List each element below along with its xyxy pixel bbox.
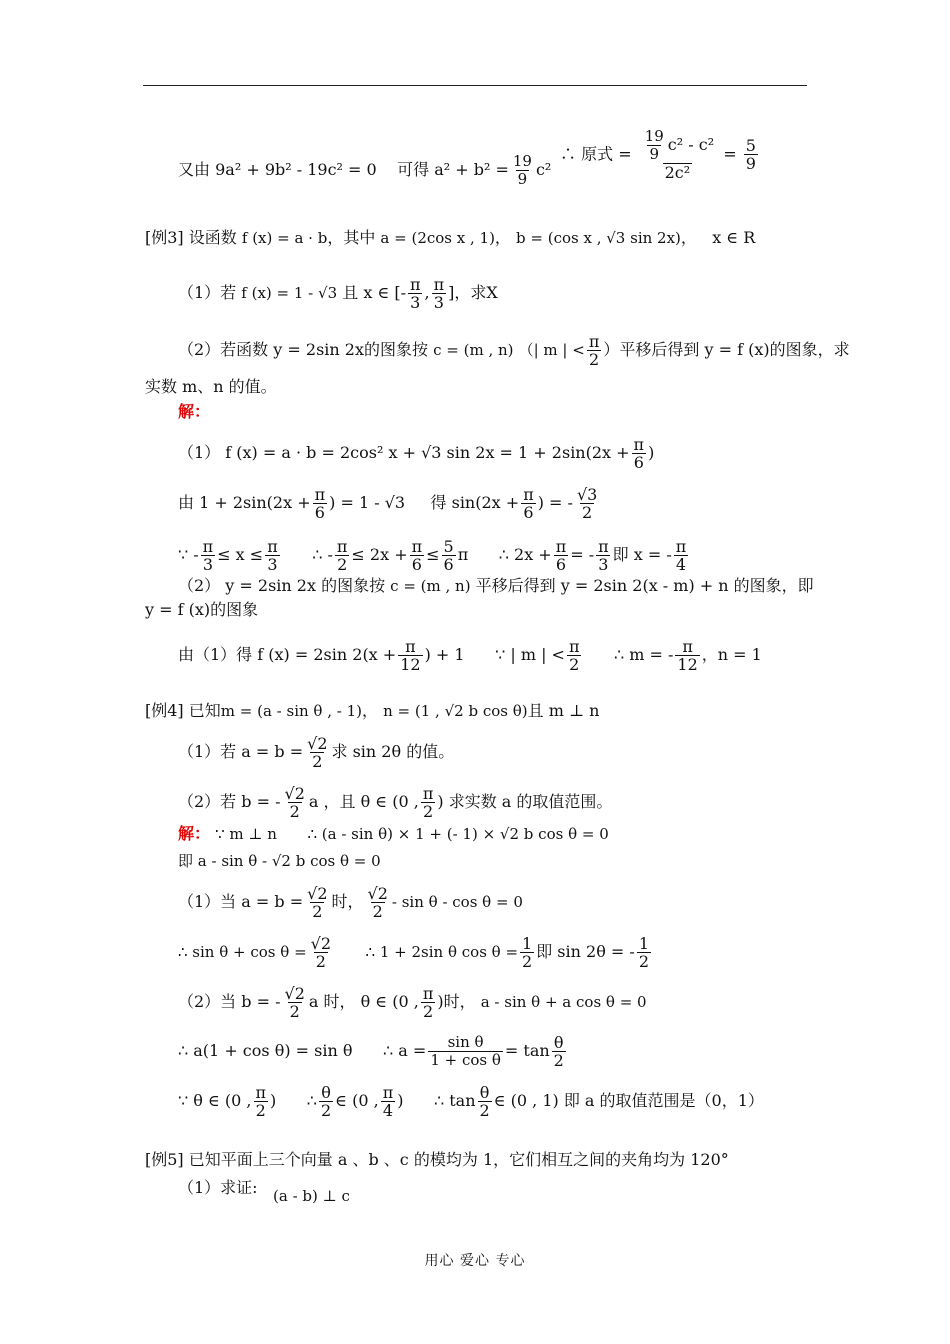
- example-tag: [例3]: [145, 228, 184, 247]
- example-3-q2-cont: 实数 m、n 的值。: [145, 377, 277, 396]
- text: 可得: [397, 160, 430, 179]
- fraction: $\frac{√3}{2}$: [576, 485, 598, 522]
- solution-label: 解：: [178, 824, 211, 843]
- equation: x ∈ R: [712, 228, 756, 247]
- fraction: $\frac{\theta}{2}$: [553, 1033, 564, 1070]
- fraction: $\frac{\pi}{2}$: [422, 784, 434, 821]
- fraction: $\frac{\pi}{2}$: [568, 637, 580, 674]
- big-fraction: $\frac{19}{9}$ c² - c² 2c²: [644, 127, 715, 182]
- example-3-step-4: （2） y = 2sin 2x 的图象按 c = (m , n) 平移后得到 y = 2sin 2(x - m) + n 的图象，即: [178, 576, 814, 595]
- fraction: $\frac{\pi}{6}$: [555, 537, 567, 574]
- fraction: $\frac{\pi}{12}$: [677, 637, 698, 674]
- example-3-step-2: 由 1 + 2sin(2x + $\frac{\pi}{6}$ ) = 1 - √3 得 sin(2x + $\frac{\pi}{6}$ ) = - $\frac{√3}{2}$: [178, 485, 598, 522]
- fraction: $\frac{1}{2}$: [522, 934, 533, 971]
- example-4-line-7: ∵ θ ∈ (0 , $\frac{\pi}{2}$ ) ∴ $\frac{\theta}{2}$ ∈ (0 , $\frac{\pi}{4}$ ) ∴ tan $\frac{\theta}{2}$ ∈ (0 , 1) 即 a 的取值范围是（0，1）: [178, 1083, 764, 1120]
- equation: c = (m , n): [433, 341, 514, 359]
- equation: y = f (x): [704, 340, 770, 359]
- fraction: $\frac{\pi}{2}$: [336, 537, 348, 574]
- page-footer: 用心 爱心 专心: [424, 1253, 526, 1269]
- example-3-step-3: ∵ - $\frac{\pi}{3}$ ≤ x ≤ $\frac{\pi}{3}$ ∴ - $\frac{\pi}{2}$ ≤ 2x + $\frac{\pi}{6}$ ≤ $\frac{5}{6}$ π ∴ 2x + $\frac{\pi}{6}$ = - $\frac{\pi}{3}$ 即 x = - $\frac{\pi}{4}$: [178, 537, 687, 574]
- fraction: $\frac{5}{6}$: [443, 537, 454, 574]
- fraction: $\frac{√2}{2}$: [284, 984, 305, 1021]
- original-expression: ∴ 原式 = $\frac{19}{9}$ c² - c² 2c² = $\frac{5}{9}$: [560, 127, 756, 182]
- fraction: $\frac{\theta}{2}$: [320, 1083, 332, 1120]
- equation: n = (1 , √2 b cos θ): [383, 702, 528, 720]
- equation: f (x) = 1 - √3: [241, 284, 338, 302]
- example-5-q1-equation: (a - b) ⊥ c: [273, 1187, 350, 1205]
- text: ∴ 原式: [560, 144, 614, 164]
- equation: a = (2cos x , 1): [380, 229, 495, 247]
- fraction: $\frac{19}{9}$: [512, 152, 532, 188]
- fraction: $\frac{\pi}{6}$: [523, 485, 534, 522]
- example-4-q1: （1）若 a = b = $\frac{√2}{2}$ 求 sin 2θ 的值。: [178, 734, 455, 771]
- equation: 9a² + 9b² - 19c² = 0: [215, 160, 377, 179]
- fraction: $\frac{\pi}{12}$: [400, 637, 421, 674]
- fraction: $\frac{\theta}{2}$: [479, 1083, 490, 1120]
- example-3-step-1: （1） f (x) = a · b = 2cos² x + √3 sin 2x = 1 + 2sin(2x + $\frac{\pi}{6}$ ): [178, 435, 655, 472]
- fraction: $\frac{\pi}{4}$: [675, 537, 687, 574]
- example-4-line-6: ∴ a(1 + cos θ) = sin θ ∴ a = $\frac{\text{sin θ}}{\text{1 + cos θ}}$ = tan $\frac{\theta}{2}$: [178, 1033, 564, 1070]
- fraction: $\frac{\pi}{2}$: [422, 984, 434, 1021]
- fraction: $\frac{√2}{2}$: [284, 784, 305, 821]
- text: 又由: [178, 160, 211, 179]
- example-3-statement: [例3] 设函数 f (x) = a · b，其中 a = (2cos x , 1)， b = (cos x , √3 sin 2x)， x ∈ R: [145, 228, 756, 247]
- example-4-q2: （2）若 b = - $\frac{√2}{2}$ a ，且 θ ∈ (0 , $\frac{\pi}{2}$ ) 求实数 a 的取值范围。: [178, 784, 613, 821]
- fraction: $\frac{\pi}{6}$: [633, 435, 645, 472]
- equation: a² + b² =: [434, 160, 509, 179]
- fraction: $\frac{√2}{2}$: [307, 884, 328, 921]
- solution-label: 解：: [178, 402, 211, 421]
- example-4-statement: [例4] 已知m = (a - sin θ , - 1)， n = (1 , √2 b cos θ)且 m ⊥ n: [145, 701, 600, 720]
- example-3-q1: （1）若 f (x) = 1 - √3 且 x ∈ [- $\frac{\pi}{3}$ , $\frac{\pi}{3}$ ]，求X: [178, 275, 498, 312]
- example-3-q2: （2）若函数 y = 2sin 2x的图象按 c = (m , n) （| m | < $\frac{\pi}{2}$ ）平移后得到 y = f (x)的图象，求: [178, 332, 850, 369]
- equation: f (x) = a · b: [241, 229, 328, 247]
- fraction: $\frac{\pi}{3}$: [267, 537, 278, 574]
- equation: f (x) = a · b = 2cos² x + √3 sin 2x = 1 + 2sin(2x +: [225, 443, 630, 462]
- example-3-step-5: y = f (x)的图象: [145, 600, 259, 619]
- fraction: $\frac{\pi}{3}$: [433, 275, 445, 312]
- equation: b = (cos x , √3 sin 2x): [516, 229, 681, 247]
- example-tag: [例5]: [145, 1150, 184, 1169]
- fraction: $\frac{√2}{2}$: [307, 734, 328, 771]
- equation: c = (m , n): [390, 577, 471, 595]
- result-fraction: $\frac{5}{9}$: [745, 136, 756, 173]
- fraction: $\frac{\pi}{2}$: [588, 332, 600, 369]
- example-4-line-4: ∴ sin θ + cos θ = $\frac{√2}{2}$ ∴ 1 + 2sin θ cos θ = $\frac{1}{2}$ 即 sin 2θ = - $\frac{1}{2}$: [178, 934, 650, 971]
- example-4-line-2: 即 a - sin θ - √2 b cos θ = 0: [178, 852, 381, 870]
- fraction: $\frac{√2}{2}$: [310, 934, 332, 971]
- fraction: $\frac{\pi}{3}$: [598, 537, 609, 574]
- example-4-line-5: （2）当 b = - $\frac{√2}{2}$ a 时， θ ∈ (0 , $\frac{\pi}{2}$ )时， a - sin θ + a cos θ = 0: [178, 984, 647, 1021]
- example-3-step-6: 由（1）得 f (x) = 2sin 2(x + $\frac{\pi}{12}$ ) + 1 ∵ | m | < $\frac{\pi}{2}$ ∴ m = - $\frac{\pi}{12}$ ，n = 1: [178, 637, 762, 674]
- fraction: $\frac{√2}{2}$: [367, 884, 388, 921]
- fraction: $\frac{\pi}{3}$: [410, 275, 421, 312]
- example-4-line-3: （1）当 a = b = $\frac{√2}{2}$ 时， $\frac{√2}{2}$ - sin θ - cos θ = 0: [178, 884, 523, 921]
- example-5-statement: [例5] 已知平面上三个向量 a 、b 、c 的模均为 1，它们相互之间的夹角均为 120°: [145, 1150, 729, 1169]
- example-tag: [例4]: [145, 701, 184, 720]
- example-4-solution: 解： ∵ m ⊥ n ∴ (a - sin θ) × 1 + (- 1) × √2 b cos θ = 0: [178, 824, 609, 843]
- fraction: $\frac{\pi}{2}$: [255, 1083, 267, 1120]
- fraction: $\frac{1}{2}$: [638, 934, 650, 971]
- equation: m = (a - sin θ , - 1): [220, 702, 362, 720]
- fraction: $\frac{\text{sin θ}}{\text{1 + cos θ}}$: [430, 1033, 501, 1069]
- equation: y = 2sin 2x: [273, 340, 364, 359]
- fraction: $\frac{\pi}{6}$: [314, 485, 326, 522]
- example-5-q1: （1）求证:: [178, 1178, 258, 1197]
- fraction: $\frac{\pi}{3}$: [202, 537, 214, 574]
- intro-line: 又由 9a² + 9b² - 19c² = 0 可得 a² + b² = $\frac{19}{9}$ c²: [178, 152, 552, 188]
- fraction: $\frac{\pi}{6}$: [411, 537, 423, 574]
- fraction: $\frac{\pi}{4}$: [382, 1083, 394, 1120]
- header-rule: [143, 85, 807, 86]
